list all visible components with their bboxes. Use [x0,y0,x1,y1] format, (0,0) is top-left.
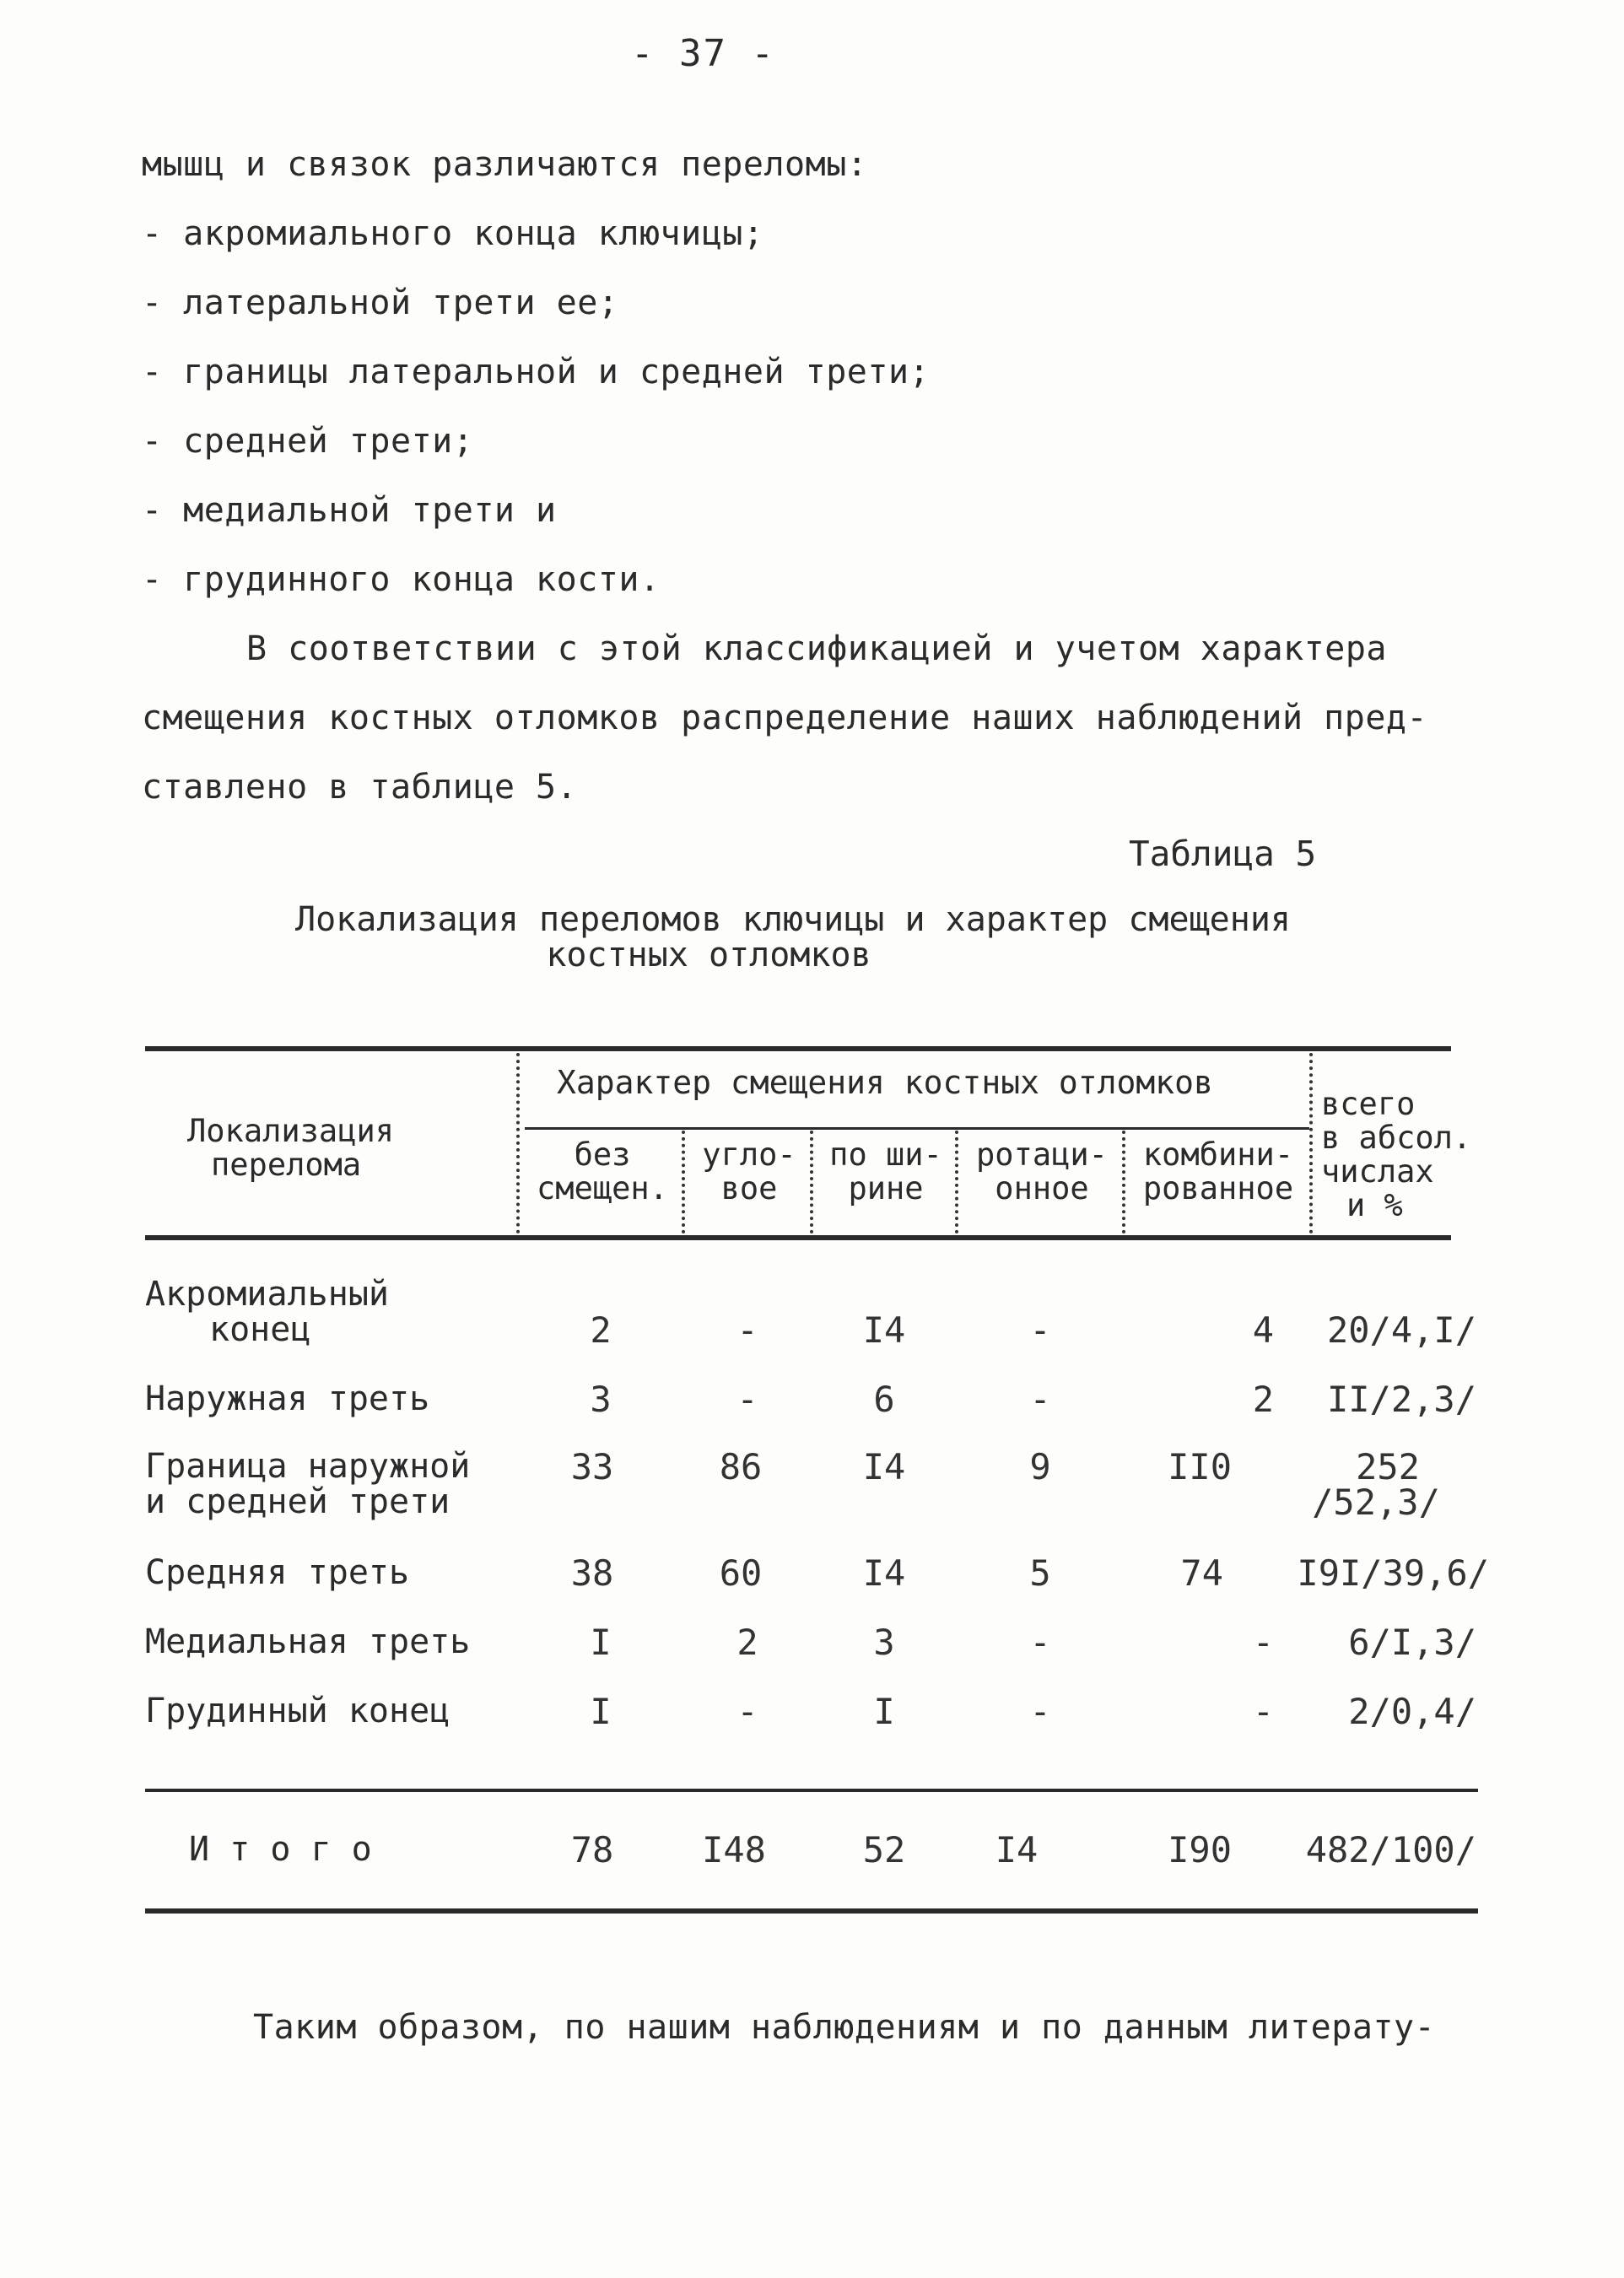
total-cell: I90 [1168,1829,1232,1870]
row-name: и средней трети [145,1482,451,1521]
table-cell: - [736,1309,758,1351]
table-cell: - [736,1379,758,1420]
table-cell: 3 [873,1622,895,1663]
row-name: Средняя треть [145,1553,410,1592]
list-item: - медиальной трети и [142,491,557,530]
table-total: 6/I,3/ [1348,1622,1476,1663]
subheader: без [574,1136,631,1173]
paragraph-line: ставлено в таблице 5. [142,768,578,807]
row-name: Граница наружной [145,1447,471,1486]
table-title-line: Локализация переломов ключицы и характер смещения [294,900,1292,939]
table-total: 20/4,I/ [1326,1309,1476,1351]
total-cell: 52 [862,1829,906,1870]
subheader: вое [720,1170,778,1206]
subheader: ротаци- [976,1136,1108,1173]
total-header: числах [1321,1153,1434,1190]
table-cell: - [736,1691,758,1732]
location-header: Локализация [187,1113,395,1149]
total-cell: I48 [702,1829,766,1870]
closing-line: Таким образом, по нашим наблюдениям и по данным литерату- [253,2008,1436,2047]
table-cell: 60 [719,1552,763,1594]
list-item: - средней трети; [142,422,474,461]
table-cell: 33 [570,1446,614,1487]
row-name: конец [209,1310,311,1349]
table-cell: - [1029,1691,1051,1732]
total-cell: I4 [995,1829,1039,1870]
grand-total: 482/100/ [1305,1829,1476,1870]
subheader: угло- [702,1136,796,1173]
table-bottom-rule [145,1908,1478,1914]
table-cell: - [1252,1622,1274,1663]
subheader: смещен. [537,1170,668,1206]
total-row-label: И т о г о [189,1830,372,1869]
table-cell: 2 [590,1309,612,1351]
table-total: 2/0,4/ [1348,1691,1476,1732]
paragraph-line: В соответствии с этой классификацией и учетом характера [246,629,1388,668]
subheader: рине [848,1170,924,1206]
table-cell: 4 [1252,1309,1274,1351]
row-name: Медиальная треть [145,1622,471,1661]
table-cell: - [1029,1379,1051,1420]
list-item: - акромиального конца ключицы; [142,214,764,253]
table-cell: I [590,1622,612,1663]
list-item: - латеральной трети ее; [142,283,619,322]
subheader: рованное [1142,1170,1294,1206]
table-total: II/2,3/ [1326,1379,1476,1420]
table-cell: 9 [1029,1446,1051,1487]
table-cell: - [1252,1691,1274,1732]
group-header-rule [525,1127,1309,1130]
table-top-rule [145,1046,1451,1051]
total-header: и % [1346,1187,1403,1223]
subheader: комбини- [1142,1136,1294,1173]
table-cell: 86 [719,1446,763,1487]
total-cell: 78 [570,1829,614,1870]
table-total: /52,3/ [1312,1482,1440,1523]
row-name: Грудинный конец [145,1692,451,1730]
table-cell: II0 [1168,1446,1232,1487]
paragraph-line: смещения костных отломков распределение наших наблюдений пред- [142,699,1428,737]
table-cell: - [1029,1622,1051,1663]
group-header: Характер смещения костных отломков [557,1064,1213,1101]
table-cell: 74 [1180,1552,1223,1594]
subheader: по ши- [829,1136,942,1173]
list-item: - границы латеральной и средней трети; [142,353,931,391]
page-number: - 37 - [631,32,775,75]
list-item: - грудинного конца кости. [142,560,661,599]
total-header: в абсол. [1321,1120,1472,1156]
table-title-line: костных отломков [546,936,871,974]
table-cell: 38 [570,1552,614,1594]
row-name: Наружная треть [145,1379,430,1418]
table-cell: I4 [862,1309,906,1351]
table-cell: I [873,1691,895,1732]
table-cell: I4 [862,1446,906,1487]
location-header: перелома [211,1147,362,1183]
table-cell: 5 [1029,1552,1051,1594]
table-cell: 2 [736,1622,758,1663]
subheader: онное [995,1170,1089,1206]
intro-line: мышц и связок различаются переломы: [142,145,868,184]
table-total: 252 [1356,1446,1420,1487]
table-cell: 2 [1252,1379,1274,1420]
table-cell: - [1029,1309,1051,1351]
table-label: Таблица 5 [1129,834,1317,874]
row-name: Акромиальный [145,1275,389,1314]
header-bottom-rule [145,1235,1451,1240]
total-top-rule [145,1789,1478,1792]
total-header: всего [1321,1086,1416,1122]
table-cell: I4 [862,1552,906,1594]
table-cell: I [590,1691,612,1732]
table-cell: 3 [590,1379,612,1420]
table-total: I9I/39,6/ [1297,1552,1489,1594]
table-cell: 6 [873,1379,895,1420]
